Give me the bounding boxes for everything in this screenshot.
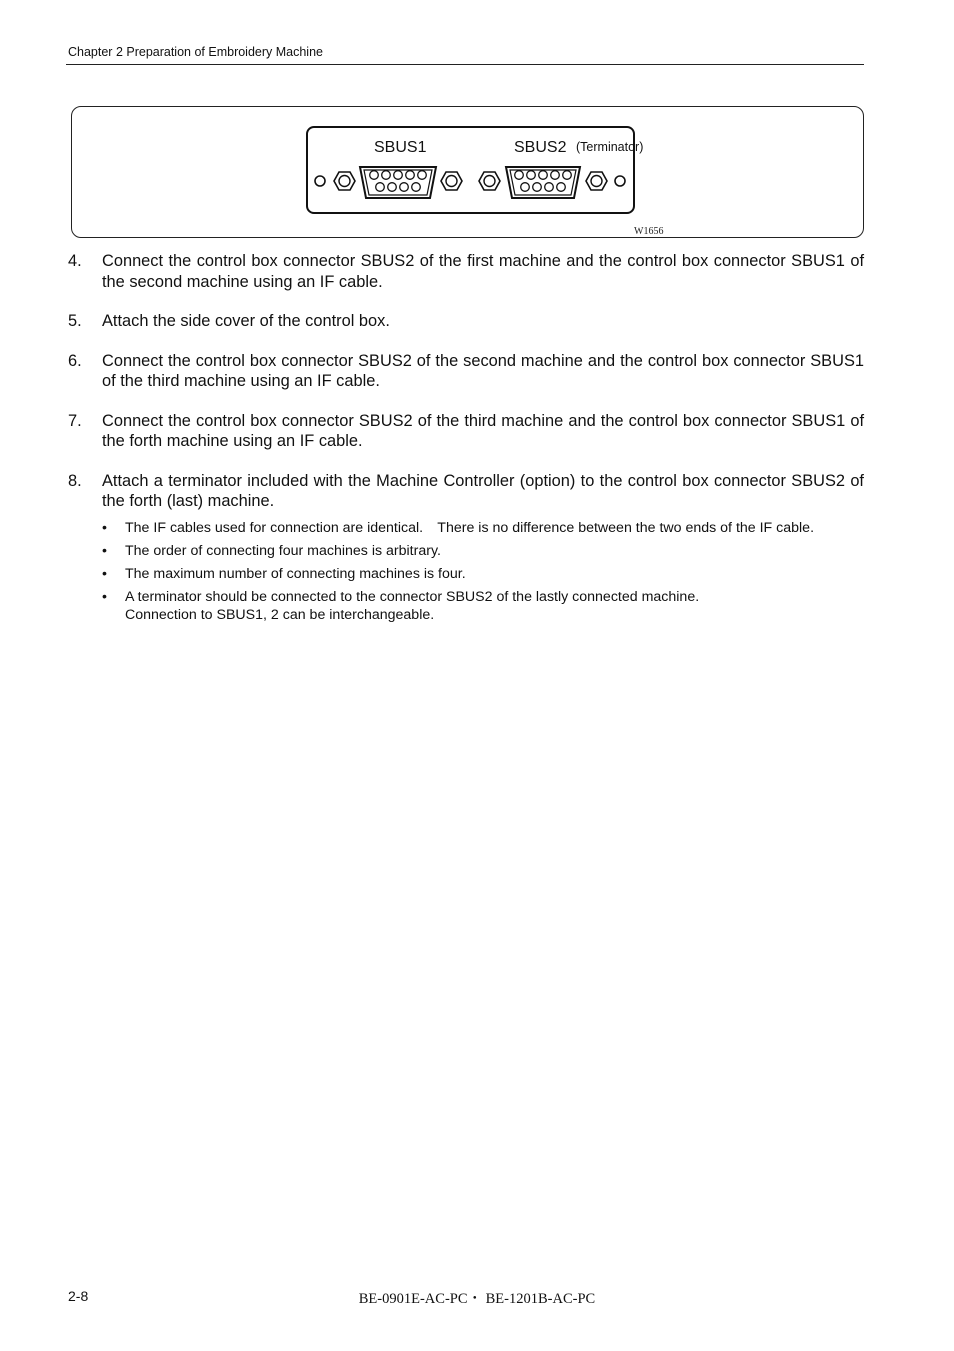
note-text: The IF cables used for connection are identical. There is no difference between the two ends of the IF cable.: [125, 519, 815, 536]
bullet: •: [102, 519, 107, 536]
hex-nut-sbus1-left: [334, 172, 355, 190]
bullet: •: [102, 565, 107, 582]
hex-nut-sbus2-right: [586, 172, 607, 190]
notes-list: [102, 519, 864, 624]
connector-figure: [0, 0, 954, 250]
step-text: Connect the control box connector SBUS2 of the first machine and the control box connector SBUS1 of the second machine using an IF cable.: [102, 252, 864, 291]
step-5: [68, 311, 864, 332]
step-7: [68, 411, 864, 452]
dsub-connector-sbus2: [506, 167, 580, 198]
step-8: [68, 471, 864, 512]
label-sbus2: SBUS2: [514, 139, 567, 156]
step-number: 7.: [68, 411, 82, 430]
figure-code: W1656: [634, 226, 664, 237]
step-number: 5.: [68, 312, 82, 330]
step-number: 8.: [68, 471, 82, 490]
step-text: Attach a terminator included with the Machine Controller (option) to the control box connector SBUS2 of the forth (last) machine.: [102, 471, 864, 510]
dsub-connector-sbus1: [360, 167, 436, 198]
instruction-steps: [68, 251, 864, 629]
note-text: The maximum number of connecting machines is four.: [125, 565, 466, 582]
step-6: [68, 351, 864, 392]
chapter-header: Chapter 2 Preparation of Embroidery Machine: [68, 45, 323, 59]
hex-nut-sbus1-right: [441, 172, 462, 190]
bullet: •: [102, 542, 107, 559]
screw-hole-right: [615, 176, 625, 186]
step-number: 4.: [68, 252, 82, 270]
model-footer: BE-0901E-AC-PC・ BE-1201B-AC-PC: [358, 1291, 596, 1307]
note-item: [102, 565, 864, 583]
label-terminator: (Terminator): [576, 140, 644, 154]
hex-nut-sbus2-left: [479, 172, 500, 190]
note-text-line2: Connection to SBUS1, 2 can be interchangeable.: [125, 606, 435, 623]
step-text: Attach the side cover of the control box.: [102, 312, 390, 330]
step-number: 6.: [68, 351, 82, 370]
screw-hole-left: [315, 176, 325, 186]
step-text: Connect the control box connector SBUS2 of the third machine and the control box connector SBUS1 of the forth machine using an IF cable.: [102, 411, 864, 450]
note-text: The order of connecting four machines is arbitrary.: [125, 542, 441, 559]
step-text: Connect the control box connector SBUS2 of the second machine and the control box connector SBUS1 of the third machine using an IF cable.: [102, 351, 864, 390]
note-item: [102, 588, 864, 624]
note-item: [102, 519, 864, 537]
bullet: •: [102, 588, 107, 605]
label-sbus1: SBUS1: [374, 139, 427, 156]
note-item: [102, 542, 864, 560]
page-number: 2-8: [68, 1288, 89, 1304]
step-4: [68, 251, 864, 292]
note-text-line1: A terminator should be connected to the connector SBUS2 of the lastly connected machine.: [125, 588, 700, 605]
